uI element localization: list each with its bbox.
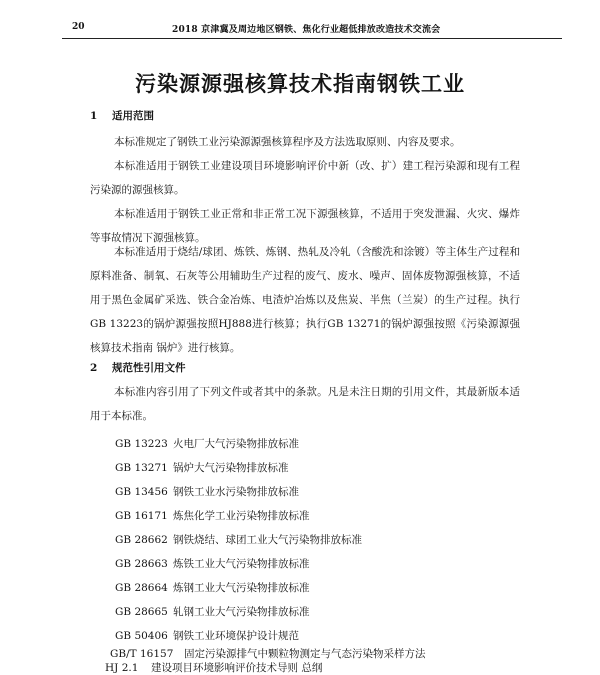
reference-item	[115, 580, 310, 595]
reference-title: 钢铁烧结、球团工业大气污染物排放标准	[173, 534, 362, 546]
header-rule	[62, 38, 562, 39]
reference-item	[115, 460, 289, 475]
paragraph: 本标准内容引用了下列文件或者其中的条款。凡是未注日期的引用文件，其最新版本适用于本标准。	[90, 386, 520, 422]
reference-title: 炼焦化学工业污染物排放标准	[173, 510, 310, 522]
reference-title: 轧钢工业大气污染物排放标准	[173, 606, 310, 618]
page-number: 20	[72, 22, 85, 32]
reference-item	[115, 556, 310, 571]
reference-item	[115, 628, 299, 643]
paragraph: 本标准适用于钢铁工业正常和非正常工况下源强核算，不适用于突发泄漏、火灾、爆炸等事故情况下源强核算。	[90, 208, 520, 244]
reference-title: 钢铁工业环境保护设计规范	[173, 630, 299, 642]
paragraph: 本标准适用于钢铁工业建设项目环境影响评价中新（改、扩）建工程污染源和现有工程污染源的源强核算。	[90, 160, 520, 196]
reference-code: GB/T 16157	[110, 648, 174, 660]
running-header	[62, 22, 562, 36]
running-title: 2018 京津冀及周边地区钢铁、焦化行业超低排放改造技术交流会	[172, 25, 441, 35]
reference-code: GB 13271	[115, 462, 168, 474]
section-title: 规范性引用文件	[112, 362, 186, 374]
reference-title: 炼铁工业大气污染物排放标准	[173, 558, 310, 570]
reference-code: GB 50406	[115, 630, 168, 642]
section-heading-1	[90, 108, 154, 123]
section-number: 1	[90, 110, 98, 122]
paragraph: 本标准适用于烧结/球团、炼铁、炼钢、热轧及冷轧（含酸洗和涂镀）等主体生产过程和原料准备、制氧、石灰等公用辅助生产过程的废气、废水、噪声、固体废物源强核算，不适用于黑色金属矿采选、铁合金冶炼、电渣炉冶炼以及焦炭、半焦（兰炭）的生产过程。执行GB 13223的锅炉源强按照HJ888进行核算；执行GB 13271的锅炉源强按照《污染源源强核算技术指南 锅炉》进行核算。	[90, 246, 520, 354]
document-title: 污染源源强核算技术指南钢铁工业	[135, 72, 465, 96]
section-number: 2	[90, 362, 98, 374]
paragraph: 本标准规定了钢铁工业污染源源强核算程序及方法选取原则、内容及要求。	[114, 136, 461, 148]
reference-item	[115, 508, 310, 523]
reference-item	[110, 646, 426, 661]
reference-item	[105, 660, 322, 675]
reference-title: 钢铁工业水污染物排放标准	[173, 486, 299, 498]
section-title: 适用范围	[112, 110, 154, 122]
reference-title: 火电厂大气污染物排放标准	[173, 438, 299, 450]
reference-code: GB 16171	[115, 510, 168, 522]
reference-title: 建设项目环境影响评价技术导则 总纲	[151, 662, 323, 674]
reference-title: 炼钢工业大气污染物排放标准	[173, 582, 310, 594]
reference-code: GB 13223	[115, 438, 168, 450]
reference-item	[115, 604, 310, 619]
reference-item	[115, 532, 362, 547]
reference-title: 固定污染源排气中颗粒物测定与气态污染物采样方法	[184, 648, 426, 660]
reference-title: 锅炉大气污染物排放标准	[173, 462, 289, 474]
reference-code: GB 28663	[115, 558, 168, 570]
reference-code: GB 28662	[115, 534, 168, 546]
reference-code: GB 13456	[115, 486, 168, 498]
reference-item	[115, 436, 299, 451]
reference-code: HJ 2.1	[105, 662, 139, 674]
reference-item	[115, 484, 299, 499]
section-heading-2	[90, 360, 186, 375]
reference-code: GB 28665	[115, 606, 168, 618]
reference-code: GB 28664	[115, 582, 168, 594]
